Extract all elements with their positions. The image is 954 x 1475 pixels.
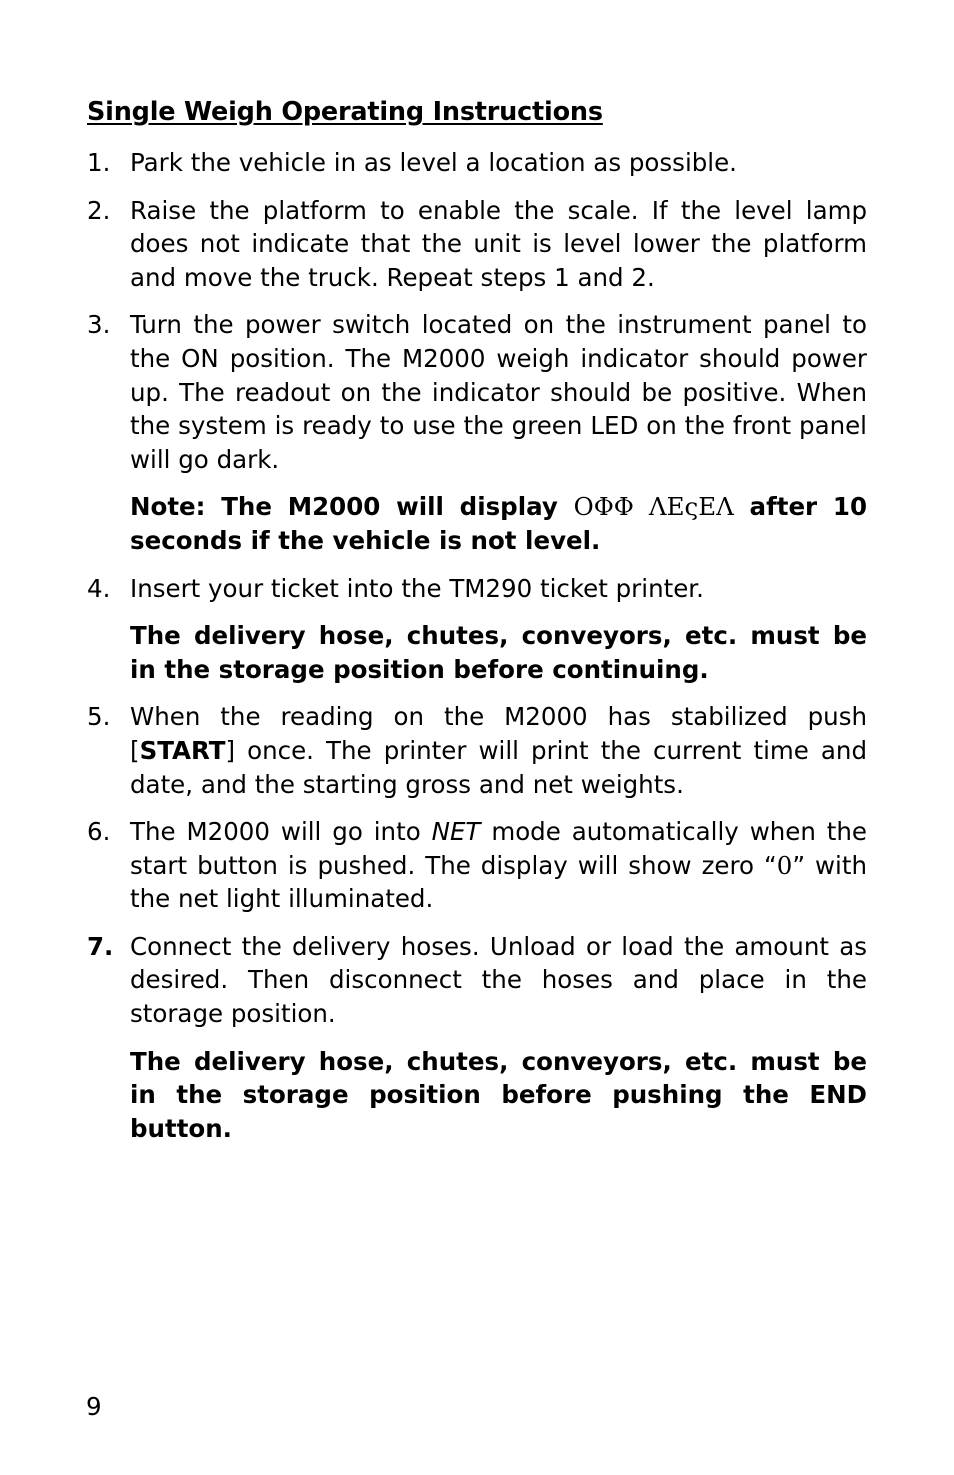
step-3 (87, 308, 867, 476)
end-note: The delivery hose, chutes, conveyors, etc. must be in the storage position before pushing the END button. (130, 1046, 867, 1143)
section-title: Single Weigh Operating Instructions (87, 97, 603, 127)
level-note (87, 490, 867, 557)
step-7 (87, 930, 867, 1031)
step-2 (87, 194, 867, 295)
note-text-start: Note: The M2000 will display (130, 492, 574, 522)
note-text-end: after 10 seconds if the vehicle is not level. (130, 492, 867, 555)
page-number: 9 (86, 1392, 102, 1421)
step-1 (87, 146, 867, 180)
step-number: 5. (87, 702, 111, 732)
step-text-start: When the reading on the M2000 has stabilized push [ (130, 702, 867, 765)
step-5 (87, 700, 867, 801)
zero-readout: 0 (776, 850, 793, 880)
step-number: 2. (87, 195, 111, 225)
step-text: Raise the platform to enable the scale. If the level lamp does not indicate that the unit is level lower the platform and move the truck. Repeat steps 1 and 2. (130, 195, 867, 292)
step-number: 6. (87, 817, 111, 847)
step-text-end: ” with the net light illuminated. (130, 850, 867, 914)
step-text-mid: mode automatically when the start button is pushed. The display will show zero “ (130, 817, 867, 880)
step-number: 1. (87, 148, 111, 177)
step-number: 4. (87, 573, 111, 603)
step-text: Park the vehicle in as level a location as possible. (130, 148, 737, 177)
step-text-end: ] once. The printer will print the current time and date, and the starting gross and net weights. (130, 735, 867, 799)
step-6 (87, 815, 867, 916)
storage-note: The delivery hose, chutes, conveyors, etc. must be in the storage position before continuing. (130, 621, 867, 684)
display-readout: ΟΦΦ ΛΕςΕΛ (573, 492, 734, 522)
step-text: Insert your ticket into the TM290 ticket printer. (130, 573, 704, 603)
step-number: 7. (87, 931, 114, 961)
start-button-label: START (139, 735, 226, 765)
step-text-start: The M2000 will go into (130, 817, 432, 847)
net-mode-label: NET (431, 817, 481, 847)
step-text: Turn the power switch located on the instrument panel to the ON position. The M2000 weigh indicator should power up. The readout on the indicator should be positive. When the system is ready to use the green LED on the front panel will go dark. (130, 310, 867, 474)
instruction-list (87, 146, 867, 1159)
step-4 (87, 572, 867, 606)
step-text: Connect the delivery hoses. Unload or load the amount as desired. Then disconnect the hoses and place in the storage position. (130, 931, 867, 1029)
step-number: 3. (87, 310, 111, 340)
